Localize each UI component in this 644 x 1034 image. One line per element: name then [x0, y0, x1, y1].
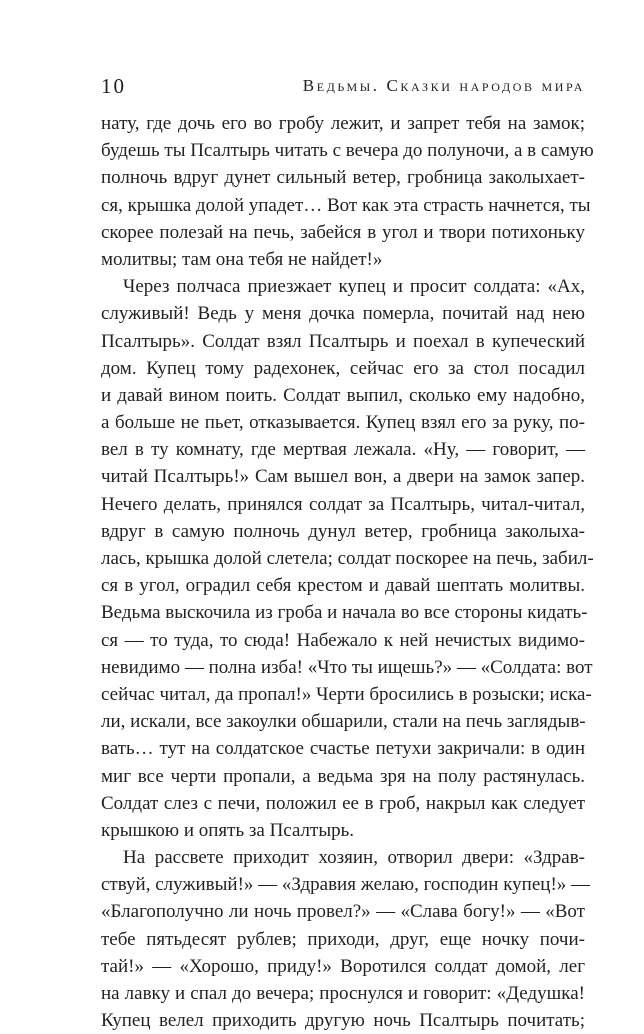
- text-line: Нечего делать, принялся солдат за Псалтырь, читал-читал,: [101, 493, 585, 515]
- text-line: Через полчаса приезжает купец и просит солдата: «Ах,: [123, 276, 585, 298]
- text-line: ся в угол, оградил себя крестом и давай шептать молитвы.: [101, 575, 585, 597]
- text-line: нату, где дочь его во гробу лежит, и запрет тебя на замок;: [101, 113, 585, 134]
- text-line: «Благополучно ли ночь провел?» — «Слава богу!» — «Вот: [101, 901, 585, 923]
- text-line: на лавку и спал до вечера; проснулся и говорит: «Дедушка!: [101, 983, 585, 1004]
- text-line: крышкою и опять за Псалтырь.: [101, 819, 355, 841]
- running-title: Ведьмы. Сказки народов мира: [302, 76, 585, 95]
- text-line: ствуй, служивый!» — «Здравия желаю, господин купец!» —: [101, 874, 591, 896]
- text-line: полночь вдруг дунет сильный ветер, гробница заколыхает-: [101, 167, 585, 189]
- text-line: тебе пятьдесят рублев; приходи, друг, еще ночку почи-: [101, 928, 585, 950]
- paragraph: [101, 110, 594, 273]
- text-line: лась, крышка долой слетела; солдат поскорее на печь, забил-: [101, 548, 594, 569]
- paragraph: [101, 844, 591, 1034]
- text-line: вать… тут на солдатское счастье петухи закричали: в один: [101, 738, 585, 760]
- body-text: [101, 110, 594, 1034]
- text-line: будешь ты Псалтырь читать с вечера до полуночи, а в самую: [101, 140, 594, 162]
- paragraph: [101, 273, 594, 844]
- text-line: Купец велел приходить другую ночь Псалтырь почитать;: [101, 1010, 585, 1032]
- text-line: вел в ту комнату, где мертвая лежала. «Ну, — говорит, —: [101, 439, 585, 461]
- text-line: читай Псалтырь!» Сам вышел вон, а двери на замок запер.: [101, 466, 585, 488]
- text-line: служивый! Ведь у меня дочка померла, почитай над нею: [101, 303, 585, 325]
- text-line: Солдат слез с печи, положил ее в гроб, накрыл как следует: [101, 792, 585, 814]
- text-line: миг все черти пропали, а ведьма зря на полу растянулась.: [101, 765, 585, 787]
- text-line: и давай вином поить. Солдат выпил, сколько ему надобно,: [101, 384, 585, 406]
- text-line: дом. Купец тому радехонек, сейчас его за стол посадил: [101, 357, 585, 379]
- text-line: ся, крышка долой упадет… Вот как эта страсть начнется, ты: [101, 194, 591, 216]
- text-line: ся — то туда, то сюда! Набежало к ней нечистых видимо-: [101, 629, 585, 651]
- text-line: а больше не пьет, отказывается. Купец взял его за руку, по-: [101, 412, 585, 434]
- text-line: ли, искали, все закоулки обшарили, стали на печь заглядыв-: [101, 711, 586, 733]
- text-line: Ведьма выскочила из гроба и начала во все стороны кидать-: [101, 602, 588, 624]
- text-line: Псалтырь». Солдат взял Псалтырь и поехал в купеческий: [101, 330, 585, 352]
- text-line: На рассвете приходит хозяин, отворил двери: «Здрав-: [123, 847, 585, 869]
- text-line: вдруг в самую полночь дунул ветер, гробница заколыха-: [101, 520, 585, 542]
- text-line: сейчас читал, да пропал!» Черти бросились в розыски; иска-: [101, 683, 592, 705]
- text-line: невидимо — полна изба! «Что ты ищешь?» — «Солдата: вот: [101, 656, 593, 678]
- text-line: скорее полезай на печь, забейся в угол и твори потихоньку: [101, 221, 585, 243]
- text-line: тай!» — «Хорошо, приду!» Воротился солдат домой, лег: [101, 955, 585, 977]
- page-header: [101, 73, 585, 99]
- text-line: молитвы; там она тебя не найдет!»: [101, 248, 383, 270]
- page-number: 10: [101, 74, 126, 98]
